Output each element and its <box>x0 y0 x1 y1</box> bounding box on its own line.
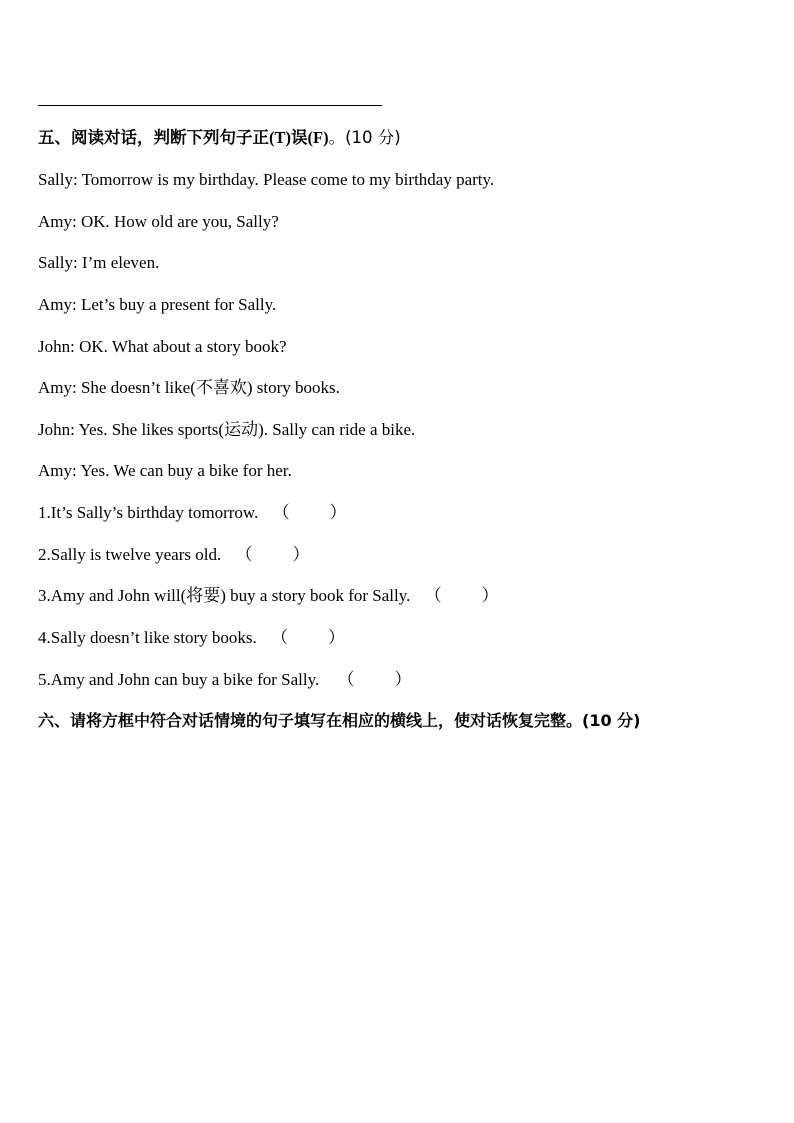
dialogue-line: Sally: I’m eleven. <box>38 253 160 272</box>
question-text: 1.It’s Sally’s birthday tomorrow. <box>38 503 259 522</box>
dialogue-line: Amy: OK. How old are you, Sally? <box>38 212 279 231</box>
question-text: 4.Sally doesn’t like story books. <box>38 628 257 647</box>
answer-paren-open: （ <box>235 545 253 564</box>
dialogue-line: Sally: Tomorrow is my birthday. Please come to my birthday party. <box>38 170 495 189</box>
dialogue-line: Amy: Yes. We can buy a bike for her. <box>38 461 292 480</box>
top-divider-line <box>38 105 382 106</box>
question-item <box>38 502 347 524</box>
section-6-heading: 六、请将方框中符合对话情境的句子填写在相应的横线上，使对话恢复完整。(10 分) <box>38 711 641 730</box>
answer-paren-open: （ <box>337 670 355 689</box>
question-item <box>38 544 309 566</box>
dialogue-line: John: OK. What about a story book? <box>38 337 287 356</box>
dialogue-line: Amy: Let’s buy a present for Sally. <box>38 295 277 314</box>
heading-text-mid: 误 <box>291 128 308 147</box>
heading-score: 。(10 分) <box>328 128 401 147</box>
question-item <box>38 585 499 607</box>
question-text: 2.Sally is twelve years old. <box>38 545 222 564</box>
answer-paren-open: （ <box>271 628 289 647</box>
answer-paren-open: （ <box>424 586 442 605</box>
section-5-heading <box>38 127 401 149</box>
answer-paren-close: ） <box>394 670 412 689</box>
answer-paren-close: ） <box>329 503 347 522</box>
dialogue-line: John: Yes. She likes sports(运动). Sally can ride a bike. <box>38 420 416 439</box>
question-text: 5.Amy and John can buy a bike for Sally. <box>38 670 320 689</box>
question-item <box>38 669 411 691</box>
dialogue-line: Amy: She doesn’t like(不喜欢) story books. <box>38 378 340 397</box>
answer-paren-close: ） <box>292 545 310 564</box>
answer-paren-close: ） <box>328 628 346 647</box>
question-text: 3.Amy and John will(将要) buy a story book for Sally. <box>38 586 411 605</box>
heading-true-marker: (T) <box>269 128 291 147</box>
heading-text-prefix: 五、阅读对话，判断下列句子正 <box>38 128 269 147</box>
answer-paren-close: ） <box>481 586 499 605</box>
question-item <box>38 627 345 649</box>
heading-false-marker: (F) <box>307 128 329 147</box>
answer-paren-open: （ <box>272 503 290 522</box>
